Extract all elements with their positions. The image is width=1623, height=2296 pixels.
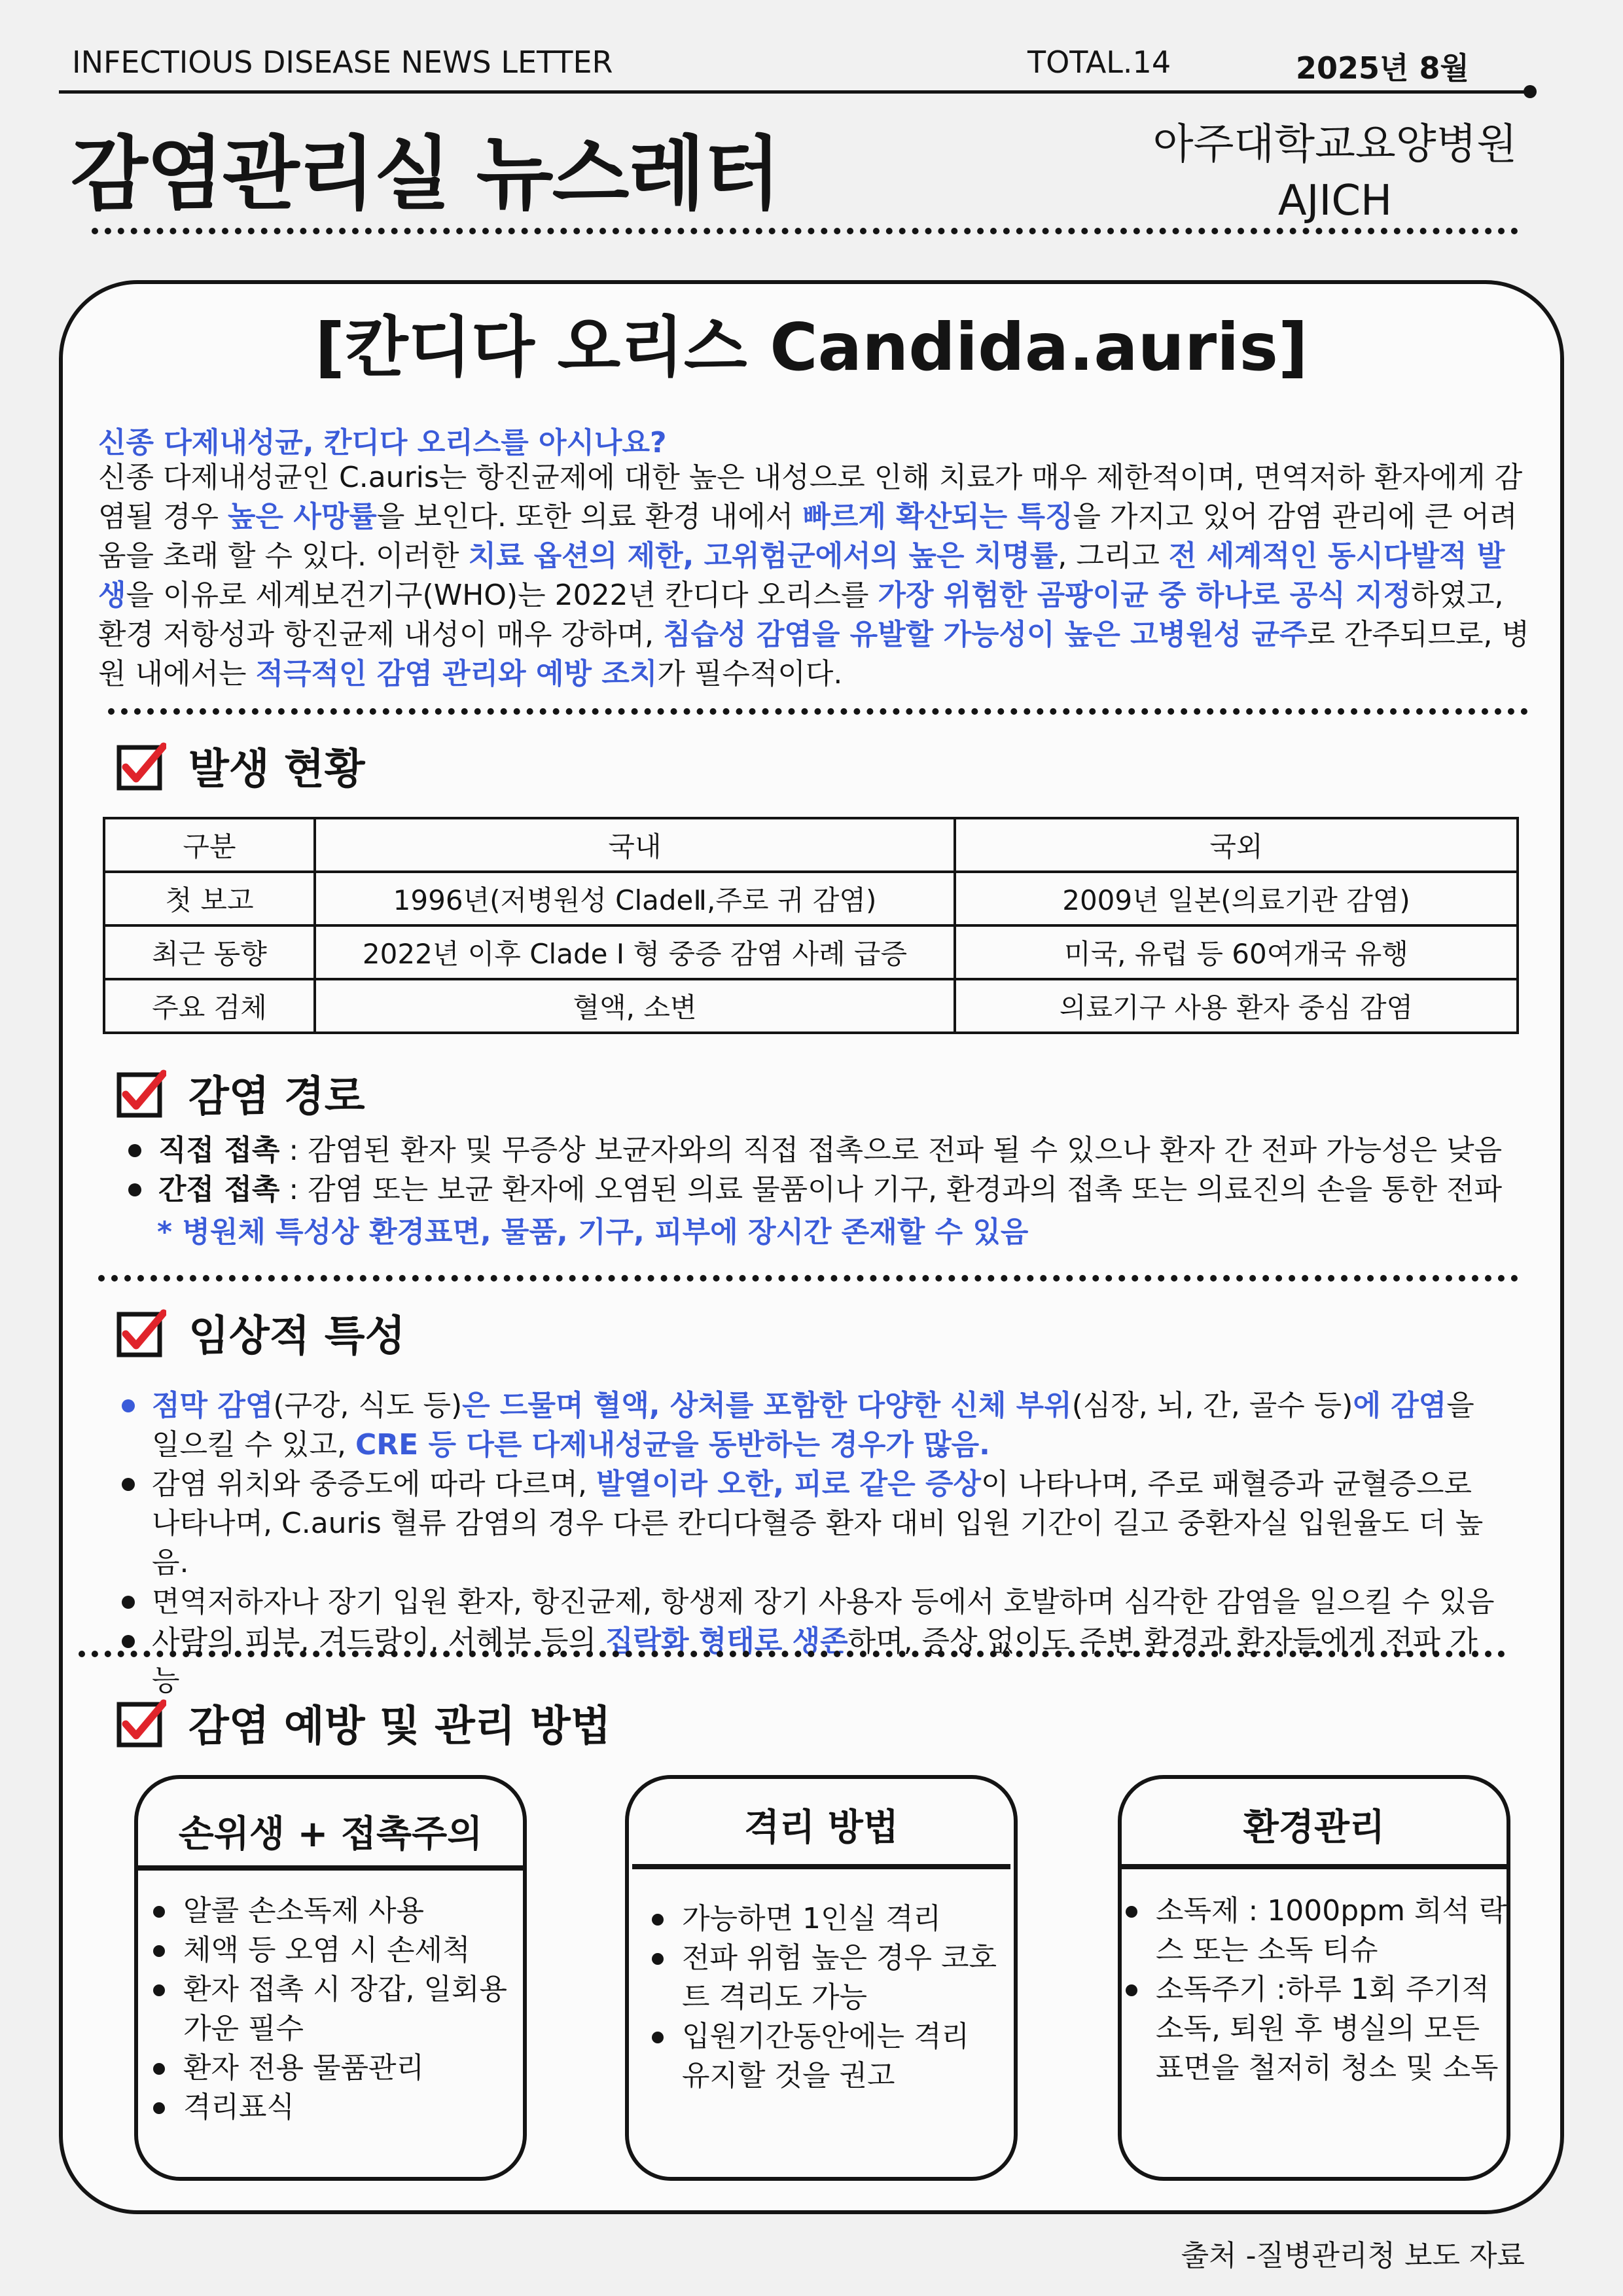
body-text: 을 이유로 세계보건기구(WHO)는 2022년 칸디다 오리스를 [126,579,878,612]
list-item [118,1622,1505,1700]
section-heading-route [116,1063,365,1123]
highlight-text: CRE 등 다른 다제내성균을 동반하는 경우가 많음. [355,1428,990,1462]
highlight-text: 전 세계적인 동시다발적 발생 [98,539,1505,612]
body-text: 이 나타나며, 주로 패혈증과 균혈증으로 나타나며, C.auris 혈류 감염의 경우 다른 칸디다혈증 환자 대비 입원 기간이 길고 중환자실 입원율도 더 높음. [152,1467,1484,1579]
table-cell: 최근 동향 [104,925,315,979]
table-cell: 첫 보고 [104,872,315,925]
section-heading-occurrence [116,736,365,796]
header-rule-end-dot [1524,85,1537,98]
body-text: , 그리고 [1058,539,1169,573]
highlight-text: 에 감염 [1353,1389,1447,1422]
body-text: 가 필수적이다. [657,657,843,691]
checkbox-checked-icon [116,1308,166,1357]
table-header-row [104,818,1518,872]
newsletter-name: INFECTIOUS DISEASE NEWS LETTER [72,45,613,80]
dotted-divider [98,1275,1518,1282]
list-item: 격리표식 [149,2088,516,2127]
table-cell: 2009년 일본(의료기관 감염) [955,872,1518,925]
highlight-text: 가장 위험한 곰팡이균 중 하나로 공식 지정 [878,579,1412,612]
body-text: 을 일으킬 수 있고, [152,1389,1474,1462]
highlight-text: 치료 옵션의 제한, 고위험군에서의 높은 치명률 [468,539,1058,573]
list-item [118,1386,1505,1465]
source-credit: 출처 -질병관리청 보도 자료 [1181,2239,1525,2272]
list-item [124,1170,1531,1210]
dotted-divider [79,1651,1505,1657]
list-item: 환자 전용 물품관리 [149,2049,516,2088]
hospital-name-kr: 아주대학교요양병원 [1152,120,1518,169]
list-item: 가능하면 1인실 격리 [648,1899,1005,1939]
route-label: 직접 접촉 [158,1134,280,1167]
body-text: 하며, 증상 없이도 주변 환경과 환자들에게 전파 가능 [152,1624,1478,1697]
route-text: : 감염된 환자 및 무증상 보균자와의 직접 접촉으로 전파 될 수 있으나 환자 간 전파 가능성은 낮음 [279,1134,1503,1167]
body-text: 면역저하자나 장기 입원 환자, 항진균제, 항생제 장기 사용자 등에서 호발하며 심각한 감염을 일으킬 수 있음 [152,1585,1495,1619]
list-item: 소독주기 :하루 1회 주기적 소독, 퇴원 후 병실의 모든 표면을 철저히 청소 및 소독 [1122,1970,1508,2088]
table-header-cell: 구분 [104,818,315,872]
box-title: 환경관리 [1243,1806,1385,1849]
section-title: 발생 현황 [188,745,365,794]
highlight-text: 은 드물며 혈액, 상처를 포함한 다양한 신체 부위 [462,1389,1072,1422]
dotted-divider [108,708,1528,715]
list-item [124,1131,1531,1170]
body-text: 로 간주되므로, 병원 내에서는 [98,618,1529,691]
box-title: 손위생 + 접촉주의 [178,1813,483,1856]
body-text: 을 가지고 있어 감염 관리에 큰 어려움을 초래 할 수 있다. 이러한 [98,500,1518,573]
list-item: 환자 접촉 시 장갑, 일회용 가운 필수 [149,1970,516,2049]
table-header-cell: 국외 [955,818,1518,872]
list-item: 알콜 손소독제 사용 [149,1892,516,1931]
table-cell: 의료기구 사용 환자 중심 감염 [955,979,1518,1033]
table-cell: 2022년 이후 Clade I 형 중증 감염 사례 급증 [315,925,955,979]
box-title-rule [1120,1864,1508,1869]
body-text: 신종 다제내성균인 C.auris는 항진균제에 대한 높은 내성으로 인해 치료가 매우 제한적이며, 면역저하 환자에게 감염될 경우 [98,461,1523,533]
body-text: 을 보인다. 또한 의료 환경 내에서 [376,500,803,533]
table-cell: 혈액, 소변 [315,979,955,1033]
box-title-rule [632,1864,1010,1869]
table-header-cell: 국내 [315,818,955,872]
highlight-text: 적극적인 감염 관리와 예방 조치 [255,657,658,691]
issue-date: 2025년 8월 [1296,50,1469,86]
issue-number: TOTAL.14 [1027,45,1171,80]
section-title: 감염 경로 [188,1073,365,1121]
box-title: 격리 방법 [744,1806,899,1849]
section-heading-clinical [116,1302,405,1363]
list-item: 입원기간동안에는 격리 유지할 것을 권고 [648,2017,1005,2096]
route-label: 간접 접촉 [158,1173,280,1206]
highlight-text: 발열이라 오한, 피로 같은 증상 [596,1467,982,1501]
box-list [149,1892,516,2127]
hospital-name [1113,117,1558,229]
highlight-text: 빠르게 확산되는 특징 [802,500,1073,533]
checkbox-checked-icon [116,741,166,791]
table-cell: 1996년(저병원성 CladeⅡ,주로 귀 감염) [315,872,955,925]
body-text: 하였고, 환경 저항성과 항진균제 내성이 매우 강하며, [98,579,1504,651]
hospital-name-en: AJICH [1277,177,1393,225]
route-text: : 감염 또는 보균 환자에 오염된 의료 물품이나 기구, 환경과의 접촉 또는 의료진의 손을 통한 전파 [279,1173,1503,1206]
section-title: 임상적 특성 [188,1312,406,1361]
route-list [124,1131,1531,1210]
table-cell: 미국, 유럽 등 60여개국 유행 [955,925,1518,979]
highlight-text: 높은 사망률 [228,500,377,533]
body-text: (구강, 식도 등) [273,1389,463,1422]
list-item: 소독제 : 1000ppm 희석 락스 또는 소독 티슈 [1122,1892,1508,1970]
checkbox-checked-icon [116,1068,166,1118]
highlight-text: 점막 감염 [152,1389,274,1422]
article-title: [칸디다 오리스 Candida.auris] [315,309,1308,386]
dotted-divider [92,228,1518,234]
checkbox-checked-icon [116,1698,166,1748]
table-cell: 주요 검체 [104,979,315,1033]
table-row [104,925,1518,979]
table-row [104,872,1518,925]
body-text: (심장, 뇌, 간, 골수 등) [1071,1389,1353,1422]
header-rule [59,90,1531,94]
route-note: * 병원체 특성상 환경표면, 물품, 기구, 피부에 장시간 존재할 수 있음 [157,1215,1029,1249]
body-text: 사람의 피부, 겨드랑이, 서혜부 등의 [152,1624,605,1658]
occurrence-table [103,817,1519,1034]
publication-title: 감염관리실 뉴스레터 [71,128,780,221]
intro-paragraph [98,458,1531,694]
highlight-text: 집락화 형태로 생존 [605,1624,848,1658]
section-title: 감염 예방 및 관리 방법 [188,1702,611,1751]
section-heading-prevention [116,1693,611,1753]
list-item: 체액 등 오염 시 손세척 [149,1931,516,1970]
body-text: 감염 위치와 중증도에 따라 다르며, [152,1467,596,1501]
list-item [118,1583,1505,1622]
list-item: 전파 위험 높은 경우 코호트 격리도 가능 [648,1939,1005,2017]
list-item [118,1465,1505,1583]
highlight-text: 침습성 감염을 유발할 가능성이 높은 고병원성 균주 [662,618,1308,651]
box-title-rule [136,1865,525,1871]
table-row [104,979,1518,1033]
intro-question: 신종 다제내성균, 칸디다 오리스를 아시나요? [98,426,667,459]
box-list [648,1899,1005,2096]
box-list [1122,1892,1508,2088]
